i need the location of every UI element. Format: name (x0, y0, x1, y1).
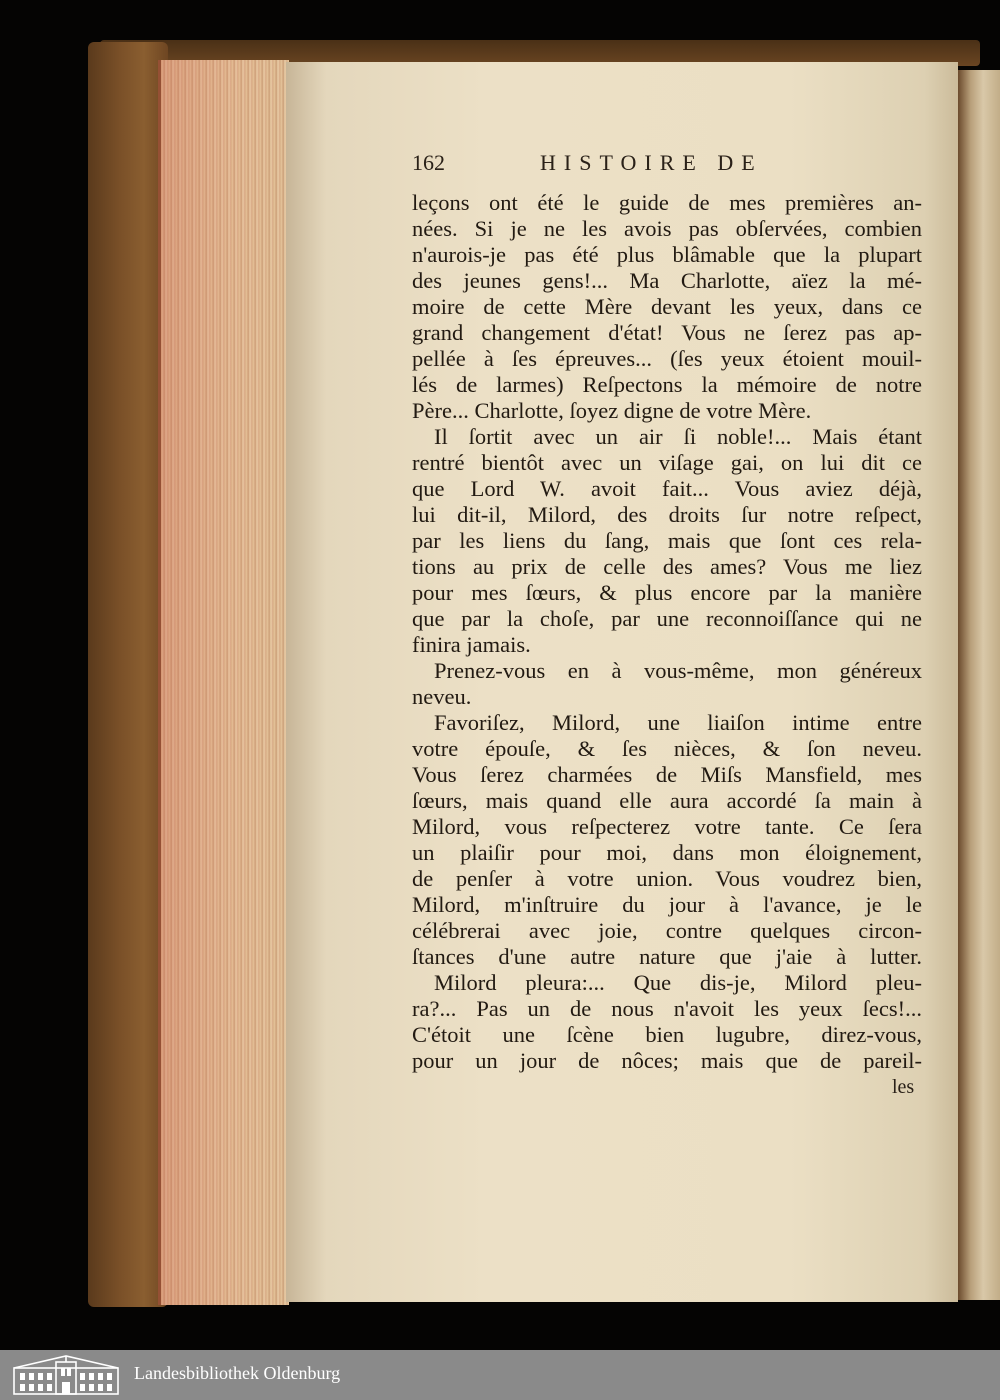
text-line: ra?... Pas un de nous n'avoit les yeux ſecs!... (412, 996, 922, 1021)
library-building-icon (10, 1354, 122, 1396)
text-line: Milord pleura:... Que dis-je, Milord pleu- (434, 970, 922, 995)
text-line: Il ſortit avec un air ſi noble!... Mais étant (434, 424, 922, 449)
facing-page-edge (958, 70, 1000, 1300)
text-line: neveu. (412, 684, 472, 709)
text-line: des jeunes gens!... Ma Charlotte, aïez la mé- (412, 268, 922, 293)
running-title: HISTOIRE DE (540, 150, 763, 175)
text-line: que par la choſe, par une reconnoiſſance qui ne (412, 606, 922, 631)
text-line: rentré bientôt avec un viſage gai, on lui dit ce (412, 450, 922, 475)
footer-bar (0, 1350, 1000, 1400)
text-line: par les liens du ſang, mais que ſont ces rela- (412, 528, 922, 553)
book-cover-spine (88, 42, 168, 1307)
text-line: Favoriſez, Milord, une liaiſon intime entre (434, 710, 922, 735)
text-line: leçons ont été le guide de mes premières an- (412, 190, 922, 215)
text-line: Milord, vous reſpecterez votre tante. Ce ſera (412, 814, 922, 839)
text-line: pour un jour de nôces; mais que de pareil- (412, 1048, 922, 1073)
text-line: Milord, m'inſtruire du jour à l'avance, je le (412, 892, 922, 917)
catchword: les (892, 1076, 915, 1098)
text-line: un plaiſir pour moi, dans mon éloignement, (412, 840, 922, 865)
text-line: lui dit-il, Milord, des droits ſur notre reſpect, (412, 502, 922, 527)
page-edges-tint (158, 60, 286, 1305)
text-line: lés de larmes) Reſpectons la mémoire de notre (412, 372, 922, 397)
text-line: pour mes ſœurs, & plus encore par la manière (412, 580, 922, 605)
text-line: moire de cette Mère devant les yeux, dans ce (412, 294, 922, 319)
text-line: grand changement d'état! Vous ne ſerez pas ap- (412, 320, 922, 345)
text-line: finira jamais. (412, 632, 531, 657)
text-line: nées. Si je ne les avois pas obſervées, combien (412, 216, 922, 241)
text-line: pellée à ſes épreuves... (ſes yeux étoient mouil- (412, 346, 922, 371)
text-line: de penſer à votre union. Vous voudrez bien, (412, 866, 922, 891)
page-number: 162 (412, 150, 445, 175)
text-line: n'aurois-je pas été plus blâmable que la plupart (412, 242, 922, 267)
text-line: C'étoit une ſcène bien lugubre, direz-vous, (412, 1022, 922, 1047)
text-line: ſtances d'une autre nature que j'aie à lutter. (412, 944, 922, 969)
running-head (412, 150, 932, 180)
text-line: Père... Charlotte, ſoyez digne de votre Mère. (412, 398, 812, 423)
text-line: célébrerai avec joie, contre quelques circon- (412, 918, 922, 943)
text-line: Prenez-vous en à vous-même, mon généreux (434, 658, 922, 683)
page-text (412, 190, 922, 1074)
text-line: ſœurs, mais quand elle aura accordé ſa main à (412, 788, 922, 813)
text-line: que Lord W. avoit fait... Vous aviez déjà, (412, 476, 922, 501)
text-line: tions au prix de celle des ames? Vous me liez (412, 554, 922, 579)
text-line: votre épouſe, & ſes nièces, & ſon neveu. (412, 736, 922, 761)
library-name: Landesbibliothek Oldenburg (134, 1363, 341, 1383)
text-line: Vous ſerez charmées de Miſs Mansfield, mes (412, 762, 922, 787)
